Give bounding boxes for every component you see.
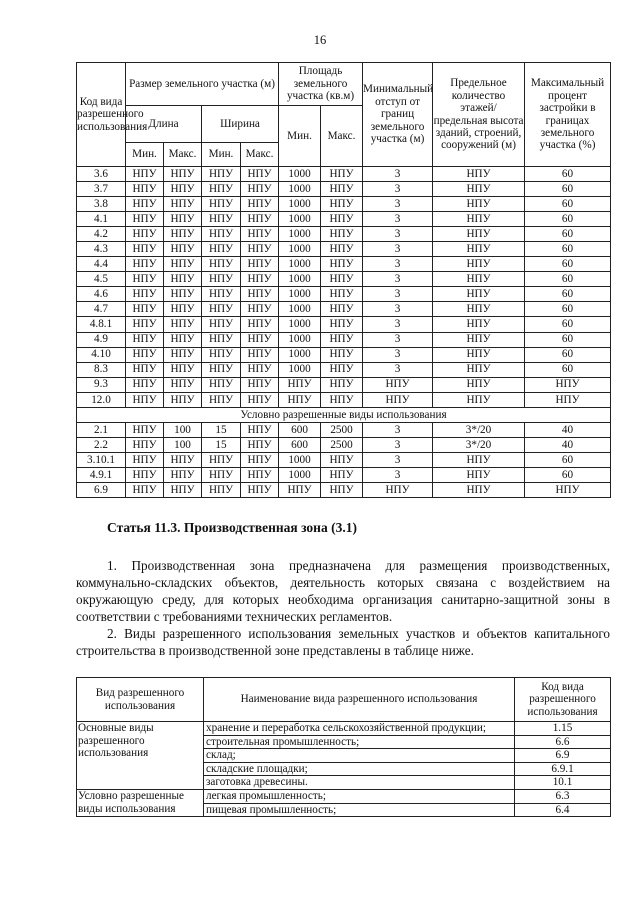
table-row bbox=[77, 242, 611, 257]
table-cell: 1000 bbox=[279, 227, 321, 242]
table-row bbox=[77, 482, 611, 497]
use-name: заготовка древесины. bbox=[204, 776, 515, 790]
table-cell: НПУ bbox=[202, 482, 241, 497]
use-name: склад; bbox=[204, 749, 515, 763]
table-cell: НПУ bbox=[126, 392, 164, 407]
table-cell: 1000 bbox=[279, 452, 321, 467]
table-cell: НПУ bbox=[202, 467, 241, 482]
use-code: 6.4 bbox=[515, 803, 611, 817]
table-row bbox=[77, 392, 611, 407]
table-cell: НПУ bbox=[241, 332, 279, 347]
header-plot-size: Размер земельного участка (м) bbox=[126, 63, 279, 106]
table-cell: НПУ bbox=[164, 212, 202, 227]
header-length-max: Макс. bbox=[164, 143, 202, 167]
page-number: 16 bbox=[313, 33, 327, 47]
table-cell: НПУ bbox=[433, 482, 525, 497]
table-cell: НПУ bbox=[126, 287, 164, 302]
table-cell: 1000 bbox=[279, 347, 321, 362]
table-cell: 1000 bbox=[279, 272, 321, 287]
table-cell: 4.1 bbox=[77, 212, 126, 227]
table-row bbox=[77, 287, 611, 302]
table-cell: НПУ bbox=[241, 242, 279, 257]
table-cell: 3 bbox=[363, 467, 433, 482]
table-cell: НПУ bbox=[321, 347, 363, 362]
table-cell: 60 bbox=[525, 287, 611, 302]
table-cell: НПУ bbox=[164, 317, 202, 332]
table-cell: НПУ bbox=[321, 242, 363, 257]
table-row bbox=[77, 212, 611, 227]
table-cell: НПУ bbox=[321, 362, 363, 377]
use-name: складские площадки; bbox=[204, 762, 515, 776]
table-cell: НПУ bbox=[279, 392, 321, 407]
table-cell: 8.3 bbox=[77, 362, 126, 377]
table-row bbox=[77, 257, 611, 272]
use-name: хранение и переработка сельскохозяйственной продукции; bbox=[204, 722, 515, 736]
table-cell: НПУ bbox=[126, 482, 164, 497]
table-cell: НПУ bbox=[241, 377, 279, 392]
table-row bbox=[77, 437, 611, 452]
table-cell: НПУ bbox=[164, 302, 202, 317]
header-coverage: Максимальный процент застройки в границах земельного участка (%) bbox=[525, 63, 611, 167]
use-code: 6.3 bbox=[515, 789, 611, 803]
table-cell: НПУ bbox=[202, 287, 241, 302]
table-cell: 100 bbox=[164, 437, 202, 452]
table-cell: НПУ bbox=[241, 302, 279, 317]
table-cell: НПУ bbox=[202, 272, 241, 287]
header-length-min: Мин. bbox=[126, 143, 164, 167]
table-cell: 3 bbox=[363, 287, 433, 302]
table-cell: 1000 bbox=[279, 317, 321, 332]
table-cell: НПУ bbox=[279, 377, 321, 392]
table-cell: 1000 bbox=[279, 257, 321, 272]
table-cell: 60 bbox=[525, 347, 611, 362]
header-width-min: Мин. bbox=[202, 143, 241, 167]
table-cell: 3*/20 bbox=[433, 437, 525, 452]
table-cell: НПУ bbox=[164, 362, 202, 377]
table-cell: НПУ bbox=[164, 347, 202, 362]
table-cell: НПУ bbox=[363, 482, 433, 497]
table-cell: НПУ bbox=[202, 317, 241, 332]
table-cell: НПУ bbox=[321, 167, 363, 182]
table-cell: 60 bbox=[525, 317, 611, 332]
table-cell: НПУ bbox=[525, 377, 611, 392]
table-cell: НПУ bbox=[433, 227, 525, 242]
table-cell: НПУ bbox=[433, 257, 525, 272]
table-cell: НПУ bbox=[433, 377, 525, 392]
table-cell: 12.0 bbox=[77, 392, 126, 407]
table-cell: НПУ bbox=[202, 347, 241, 362]
table-row bbox=[77, 332, 611, 347]
table-cell: 1000 bbox=[279, 182, 321, 197]
table-cell: НПУ bbox=[241, 362, 279, 377]
table-cell: 1000 bbox=[279, 197, 321, 212]
table-cell: 1000 bbox=[279, 242, 321, 257]
table-cell: НПУ bbox=[126, 317, 164, 332]
table-cell: 3.10.1 bbox=[77, 452, 126, 467]
table-cell: НПУ bbox=[126, 167, 164, 182]
table-cell: 3 bbox=[363, 452, 433, 467]
table-cell: НПУ bbox=[241, 452, 279, 467]
table-row bbox=[77, 317, 611, 332]
table-cell: НПУ bbox=[279, 482, 321, 497]
table-cell: 4.9 bbox=[77, 332, 126, 347]
table-cell: 9.3 bbox=[77, 377, 126, 392]
table-cell: НПУ bbox=[363, 392, 433, 407]
table-cell: НПУ bbox=[126, 182, 164, 197]
table-row bbox=[77, 377, 611, 392]
table-cell: НПУ bbox=[202, 227, 241, 242]
table-cell: НПУ bbox=[164, 182, 202, 197]
table-cell: НПУ bbox=[321, 317, 363, 332]
header-width: Ширина bbox=[202, 106, 279, 143]
table-cell: НПУ bbox=[126, 362, 164, 377]
table-row bbox=[77, 722, 611, 736]
use-name: пищевая промышленность; bbox=[204, 803, 515, 817]
table-row bbox=[77, 182, 611, 197]
header-area-min: Мин. bbox=[279, 106, 321, 167]
table-cell: НПУ bbox=[126, 212, 164, 227]
table-cell: 6.9 bbox=[77, 482, 126, 497]
table-cell: 1000 bbox=[279, 332, 321, 347]
table-cell: НПУ bbox=[241, 257, 279, 272]
table-cell: 40 bbox=[525, 422, 611, 437]
table-cell: 60 bbox=[525, 362, 611, 377]
header-area-max: Макс. bbox=[321, 106, 363, 167]
table-cell: НПУ bbox=[202, 362, 241, 377]
table-cell: НПУ bbox=[321, 257, 363, 272]
table-cell: НПУ bbox=[202, 257, 241, 272]
table-cell: 15 bbox=[202, 422, 241, 437]
table-row bbox=[77, 452, 611, 467]
table-cell: 4.6 bbox=[77, 287, 126, 302]
table-cell: 3.6 bbox=[77, 167, 126, 182]
table-row bbox=[77, 347, 611, 362]
header-width-max: Макс. bbox=[241, 143, 279, 167]
use-code: 10.1 bbox=[515, 776, 611, 790]
table-cell: НПУ bbox=[241, 197, 279, 212]
table-row bbox=[77, 422, 611, 437]
table-cell: НПУ bbox=[164, 257, 202, 272]
table-cell: 4.8.1 bbox=[77, 317, 126, 332]
table-cell: НПУ bbox=[433, 452, 525, 467]
table-row bbox=[77, 302, 611, 317]
table-cell: НПУ bbox=[241, 182, 279, 197]
table-cell: 4.10 bbox=[77, 347, 126, 362]
table-row bbox=[77, 197, 611, 212]
table-cell: 60 bbox=[525, 197, 611, 212]
table-cell: НПУ bbox=[126, 467, 164, 482]
table-cell: НПУ bbox=[433, 287, 525, 302]
table-cell: НПУ bbox=[164, 452, 202, 467]
table-cell: НПУ bbox=[433, 467, 525, 482]
table-cell: 60 bbox=[525, 272, 611, 287]
table-cell: 600 bbox=[279, 422, 321, 437]
table-cell: 3 bbox=[363, 212, 433, 227]
table-cell: НПУ bbox=[433, 302, 525, 317]
table-cell: 3*/20 bbox=[433, 422, 525, 437]
table-row bbox=[77, 272, 611, 287]
table-cell: 4.9.1 bbox=[77, 467, 126, 482]
table-cell: 3 bbox=[363, 317, 433, 332]
use-group-label: Основные виды разрешенного использования bbox=[77, 722, 204, 790]
use-code: 6.9 bbox=[515, 749, 611, 763]
table-cell: 2500 bbox=[321, 437, 363, 452]
table-cell: 3 bbox=[363, 242, 433, 257]
table-cell: 60 bbox=[525, 242, 611, 257]
table-cell: НПУ bbox=[241, 287, 279, 302]
table-cell: 60 bbox=[525, 257, 611, 272]
table-cell: НПУ bbox=[321, 272, 363, 287]
table-cell: НПУ bbox=[164, 242, 202, 257]
table-cell: НПУ bbox=[321, 212, 363, 227]
table-cell: НПУ bbox=[126, 332, 164, 347]
table-cell: НПУ bbox=[321, 182, 363, 197]
header-setback: Минимальный отступ от границ земельного участка (м) bbox=[363, 63, 433, 167]
table-cell: 3.7 bbox=[77, 182, 126, 197]
table-cell: НПУ bbox=[202, 242, 241, 257]
table-cell: НПУ bbox=[241, 482, 279, 497]
zoning-parameters-table bbox=[76, 62, 611, 498]
table-cell: 2.1 bbox=[77, 422, 126, 437]
table-cell: НПУ bbox=[164, 287, 202, 302]
table-cell: НПУ bbox=[202, 212, 241, 227]
use-group-label: Условно разрешенные виды использования bbox=[77, 789, 204, 816]
table-cell: НПУ bbox=[241, 272, 279, 287]
table-cell: 4.7 bbox=[77, 302, 126, 317]
table-cell: НПУ bbox=[164, 482, 202, 497]
table-cell: 60 bbox=[525, 227, 611, 242]
table-cell: НПУ bbox=[321, 227, 363, 242]
table-cell: НПУ bbox=[433, 347, 525, 362]
article-heading: Статья 11.3. Производственная зона (3.1) bbox=[107, 520, 357, 535]
table-cell: 4.2 bbox=[77, 227, 126, 242]
table-cell: 15 bbox=[202, 437, 241, 452]
table-cell: 60 bbox=[525, 332, 611, 347]
table-cell: НПУ bbox=[164, 227, 202, 242]
table-cell: НПУ bbox=[202, 452, 241, 467]
table-cell: 3 bbox=[363, 437, 433, 452]
table-cell: НПУ bbox=[202, 392, 241, 407]
table-cell: НПУ bbox=[126, 272, 164, 287]
use-code: 6.6 bbox=[515, 735, 611, 749]
table-cell: НПУ bbox=[202, 167, 241, 182]
table-cell: НПУ bbox=[126, 242, 164, 257]
table-cell: НПУ bbox=[126, 452, 164, 467]
table-cell: НПУ bbox=[433, 242, 525, 257]
use-name: строительная промышленность; bbox=[204, 735, 515, 749]
table-cell: НПУ bbox=[433, 317, 525, 332]
table-cell: НПУ bbox=[321, 377, 363, 392]
table-cell: 3 bbox=[363, 182, 433, 197]
use-code: 1.15 bbox=[515, 722, 611, 736]
table-cell: 4.5 bbox=[77, 272, 126, 287]
table-cell: 1000 bbox=[279, 212, 321, 227]
table-cell: 1000 bbox=[279, 287, 321, 302]
header-use-name: Наименование вида разрешенного использования bbox=[204, 678, 515, 722]
use-name: легкая промышленность; bbox=[204, 789, 515, 803]
table-row bbox=[77, 467, 611, 482]
table-cell: НПУ bbox=[202, 197, 241, 212]
table-cell: НПУ bbox=[202, 377, 241, 392]
table-cell: 100 bbox=[164, 422, 202, 437]
table-cell: 60 bbox=[525, 467, 611, 482]
header-area: Площадь земельного участка (кв.м) bbox=[279, 63, 363, 106]
table-cell: НПУ bbox=[241, 347, 279, 362]
table-cell: НПУ bbox=[321, 392, 363, 407]
table-cell: НПУ bbox=[164, 272, 202, 287]
table-cell: НПУ bbox=[126, 302, 164, 317]
table-cell: НПУ bbox=[321, 467, 363, 482]
table-cell: 4.3 bbox=[77, 242, 126, 257]
table-row bbox=[77, 362, 611, 377]
table-cell: НПУ bbox=[126, 227, 164, 242]
table-cell: 3 bbox=[363, 272, 433, 287]
table-cell: НПУ bbox=[241, 467, 279, 482]
table-cell: НПУ bbox=[363, 377, 433, 392]
table-cell: НПУ bbox=[321, 332, 363, 347]
table-cell: НПУ bbox=[433, 197, 525, 212]
table-cell: НПУ bbox=[241, 212, 279, 227]
permitted-use-table bbox=[76, 677, 611, 817]
table-cell: НПУ bbox=[433, 167, 525, 182]
table-cell: 3 bbox=[363, 167, 433, 182]
table-cell: 600 bbox=[279, 437, 321, 452]
table-cell: НПУ bbox=[433, 182, 525, 197]
table-cell: 1000 bbox=[279, 362, 321, 377]
table-cell: НПУ bbox=[241, 437, 279, 452]
table-cell: НПУ bbox=[164, 167, 202, 182]
table-cell: 3 bbox=[363, 227, 433, 242]
use-code: 6.9.1 bbox=[515, 762, 611, 776]
table-cell: 2500 bbox=[321, 422, 363, 437]
table-row bbox=[77, 789, 611, 803]
table-cell: НПУ bbox=[126, 197, 164, 212]
table-cell: 60 bbox=[525, 452, 611, 467]
table-cell: 1000 bbox=[279, 302, 321, 317]
section-row bbox=[77, 407, 611, 422]
table-cell: 40 bbox=[525, 437, 611, 452]
table-cell: НПУ bbox=[126, 257, 164, 272]
table-cell: НПУ bbox=[164, 377, 202, 392]
table-cell: НПУ bbox=[164, 392, 202, 407]
section-label: Условно разрешенные виды использования bbox=[77, 407, 611, 422]
table-cell: НПУ bbox=[164, 197, 202, 212]
table-cell: НПУ bbox=[126, 422, 164, 437]
table-cell: 2.2 bbox=[77, 437, 126, 452]
table-cell: НПУ bbox=[433, 332, 525, 347]
table-cell: НПУ bbox=[321, 197, 363, 212]
paragraph-1: 1. Производственная зона предназначена для размещения производственных, коммунально-складских объектов, деятельность которых связана с воздействием на окружающую среду, для которых необходима организация санитарно-защитной зоны в соответствии с требованиями технических регламентов. bbox=[76, 558, 610, 624]
table-cell: 3.8 bbox=[77, 197, 126, 212]
table-cell: 3 bbox=[363, 257, 433, 272]
table-cell: НПУ bbox=[164, 467, 202, 482]
table-cell: 3 bbox=[363, 362, 433, 377]
table-cell: 1000 bbox=[279, 167, 321, 182]
table-cell: НПУ bbox=[241, 167, 279, 182]
table-cell: 3 bbox=[363, 422, 433, 437]
table-cell: НПУ bbox=[321, 452, 363, 467]
table-cell: НПУ bbox=[164, 332, 202, 347]
table-cell: НПУ bbox=[126, 347, 164, 362]
paragraph-2: 2. Виды разрешенного использования земельных участков и объектов капитального строительства в производственной зоне представлены в таблице ниже. bbox=[76, 626, 610, 658]
header-floors: Предельное количество этажей/ предельная высота зданий, строений, сооружений (м) bbox=[433, 63, 525, 167]
header-length: Длина bbox=[126, 106, 202, 143]
table-cell: НПУ bbox=[241, 392, 279, 407]
header-use-code: Код вида разрешенного использования bbox=[515, 678, 611, 722]
table-cell: НПУ bbox=[126, 437, 164, 452]
table-cell: 1000 bbox=[279, 467, 321, 482]
table-cell: НПУ bbox=[433, 392, 525, 407]
table-cell: 60 bbox=[525, 302, 611, 317]
table-cell: 60 bbox=[525, 182, 611, 197]
table-row bbox=[77, 167, 611, 182]
table-cell: 60 bbox=[525, 167, 611, 182]
table-cell: НПУ bbox=[241, 317, 279, 332]
table-cell: НПУ bbox=[202, 302, 241, 317]
table-cell: НПУ bbox=[433, 272, 525, 287]
table-cell: 3 bbox=[363, 347, 433, 362]
table-cell: НПУ bbox=[241, 422, 279, 437]
table-cell: НПУ bbox=[433, 362, 525, 377]
table-cell: НПУ bbox=[241, 227, 279, 242]
header-use-type: Вид разрешенного использования bbox=[77, 678, 204, 722]
table-cell: НПУ bbox=[321, 287, 363, 302]
table-cell: НПУ bbox=[433, 212, 525, 227]
table-cell: НПУ bbox=[202, 182, 241, 197]
table-cell: НПУ bbox=[525, 392, 611, 407]
table-cell: НПУ bbox=[321, 482, 363, 497]
table-cell: 3 bbox=[363, 332, 433, 347]
table-cell: НПУ bbox=[525, 482, 611, 497]
table-cell: 3 bbox=[363, 197, 433, 212]
table-cell: 4.4 bbox=[77, 257, 126, 272]
table-row bbox=[77, 227, 611, 242]
table-cell: НПУ bbox=[126, 377, 164, 392]
header-code: Код вида разрешенного использования bbox=[77, 63, 126, 167]
table-cell: 3 bbox=[363, 302, 433, 317]
table-cell: НПУ bbox=[321, 302, 363, 317]
table-cell: НПУ bbox=[202, 332, 241, 347]
table-cell: 60 bbox=[525, 212, 611, 227]
